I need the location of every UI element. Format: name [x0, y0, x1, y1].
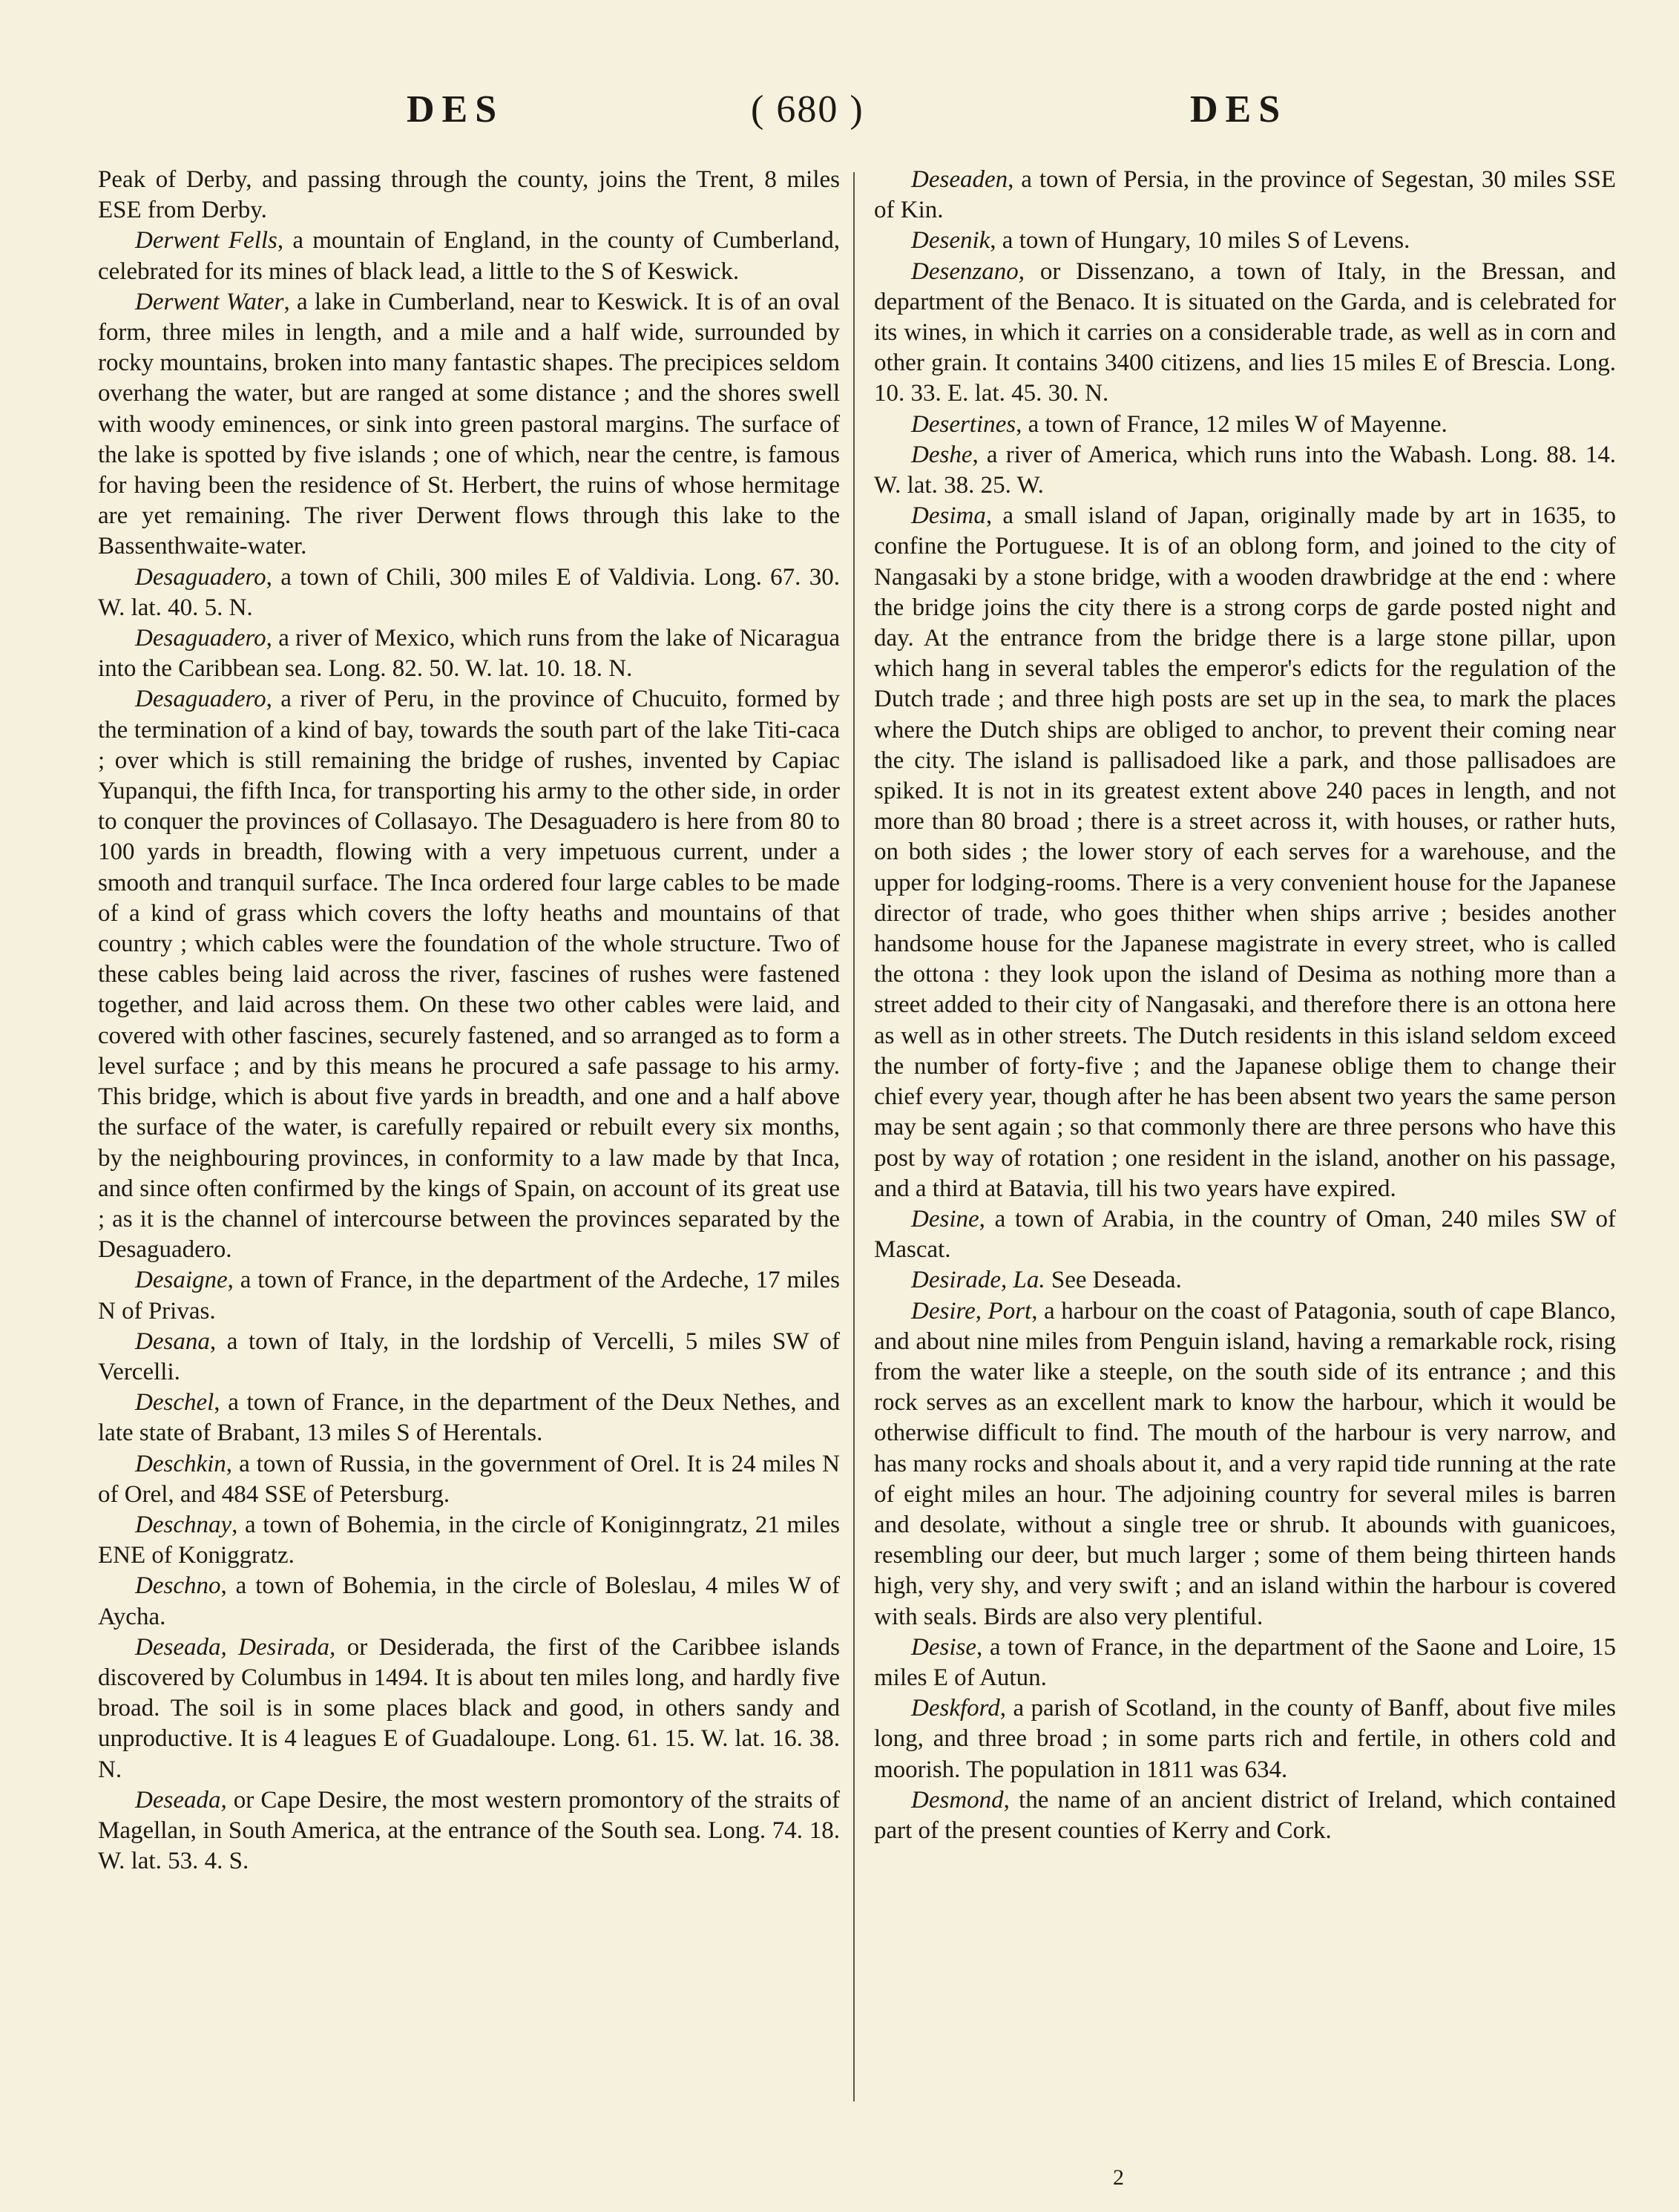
entry-headword: Deschkin: [135, 1450, 226, 1477]
entry-headword: Desire, Port: [911, 1297, 1032, 1325]
entry-headword: Deseada, Desirada,: [135, 1633, 336, 1661]
gazetteer-entry: Desenik, a town of Hungary, 10 miles S of Levens.: [911, 227, 1410, 255]
entry-headword: Derwent Water: [135, 288, 284, 315]
entry-headword: Deschel: [135, 1389, 214, 1417]
gazetteer-entry: Desima, a small island of Japan, originally made by art in 1635, to confine the Portuguese. It is of an oblong form, and joined to the city of Nangasaki by a stone bridge, with a wooden drawbridge at the end : where the bridge joins the city there is a strong corps de garde posted night and day. At the entrance from the bridge there is a large stone pillar, upon which hang in several tables the emperor's edicts for the regulation of the Dutch trade ; and three high posts are set up in the sea, to mark the places where the Dutch ships are obliged to anchor, to prevent their coming near the city. The island is pallisadoed like a park, and those pallisadoes are spiked. It is not in its greatest extent above 240 paces in length, and not more than 80 broad ; there is a street across it, with houses, or rather huts, on both sides ; the lower story of each serves for a warehouse, and the upper for lodging-rooms. There is a very convenient house for the Japanese director of trade, who goes thither when ships arrive ; besides another handsome house for the Japanese magistrate in every street, who is called the ottona : they look upon the island of Desima as nothing more than a street added to their city of Nangasaki, and therefore there is an ottona here as well as in other streets. The Dutch residents in this island seldom exceed the number of forty-five ; and the Japanese oblige them to change their chief every year, though after he has been absent two years the same person may be sent again ; so that commonly there are three persons who have this post by way of rotation ; one resident in the island, another on his passage, and a third at Batavia, till his two years have expired.: [874, 502, 1616, 1202]
page-header: [0, 88, 1679, 140]
entry-headword: Deseada,: [135, 1786, 227, 1814]
left-column: [98, 165, 840, 1877]
page-number: ( 680 ): [751, 88, 864, 131]
gazetteer-entry: Deshe, a river of America, which runs into the Wabash. Long. 88. 14. W. lat. 38. 25. W.: [874, 441, 1617, 499]
header-right-keyword: DES: [1190, 88, 1288, 131]
gazetteer-entry: Desaigne, a town of France, in the department of the Ardeche, 17 miles N of Privas.: [98, 1267, 840, 1325]
gazetteer-entry: Deschkin, a town of Russia, in the government of Orel. It is 24 miles N of Orel, and 484 SSE of Petersburg.: [98, 1450, 841, 1508]
entry-headword: Deschno: [135, 1572, 221, 1600]
gazetteer-entry: Desana, a town of Italy, in the lordship of Vercelli, 5 miles SW of Vercelli.: [98, 1327, 840, 1385]
header-left-keyword: DES: [407, 88, 505, 131]
gazetteer-entry: Desine, a town of Arabia, in the country of Oman, 240 miles SW of Mascat.: [874, 1205, 1617, 1264]
gazetteer-entry: Desaguadero, a river of Peru, in the province of Chucuito, formed by the termination of a kind of bay, towards the south part of the lake Titi-caca ; over which is still remaining the bridge of rushes, invented by Capiac Yupanqui, the fifth Inca, for transporting his army to the other side, in order to conquer the provinces of Collasayo. The Desaguadero is here from 80 to 100 yards in breadth, flowing with a very impetuous current, under a smooth and tranquil surface. The Inca ordered four large cables to be made of a kind of grass which covers the lofty heaths and mountains of that country ; which cables were the foundation of the whole structure. Two of these cables being laid across the river, fascines of rushes were fastened together, and laid across them. On these two other cables were laid, and covered with other fascines, securely fastened, and so arranged as to form a level surface ; and by this means he procured a safe passage to his army. This bridge, which is about five yards in breadth, and one and a half above the surface of the water, is carefully repaired or rebuilt every six months, by the neighbouring provinces, in conformity to a law made by that Inca, and since often confirmed by the kings of Spain, on account of its great use ; as it is the channel of intercourse between the provinces separated by the Desaguadero.: [98, 686, 841, 1264]
entry-headword: Desaguadero: [135, 563, 266, 591]
gazetteer-entry: Deskford, a parish of Scotland, in the county of Banff, about five miles long, and three broad ; in some parts rich and fertile, in others cold and moorish. The population in 1811 was 634.: [874, 1695, 1617, 1783]
entry-headword: Derwent Fells: [135, 227, 277, 255]
signature-mark: 2: [1113, 2165, 1124, 2190]
gazetteer-entry: Deschnay, a town of Bohemia, in the circle of Koniginngratz, 21 miles ENE of Koniggratz.: [98, 1511, 840, 1569]
entry-headword: Deshe: [911, 441, 973, 468]
entry-headword: Desertines: [911, 410, 1016, 438]
entry-headword: Desmond: [911, 1786, 1004, 1814]
gazetteer-entry: Deseada, Desirada, or Desiderada, the first of the Caribbee islands discovered by Columbus in 1494. It is about ten miles long, and hardly five broad. The soil is in some places black and good, in others sandy and unproductive. It is 4 leagues E of Guadaloupe. Long. 61. 15. W. lat. 16. 38. N.: [98, 1633, 840, 1783]
entry-headword: Desise: [911, 1633, 976, 1661]
gazetteer-entry: Desire, Port, a harbour on the coast of Patagonia, south of cape Blanco, and about nine miles from Penguin island, having a remarkable rock, rising from the water like a steeple, on the south side of its entrance ; and this rock serves as an excellent mark to know the harbour, which it would be otherwise difficult to find. The mouth of the harbour is very narrow, and has many rocks and shoals about it, and a very rapid tide running at the rate of eight miles an hour. The adjoining country for several miles is barren and desolate, without a single tree or shrub. It abounds with guanicoes, resembling our deer, but much larger ; some of them being thirteen hands high, very shy, and very swift ; and an island within the harbour is covered with seals. Birds are also very plentiful.: [874, 1297, 1616, 1630]
gazetteer-entry: Desertines, a town of France, 12 miles W of Mayenne.: [911, 410, 1448, 438]
gazetteer-entry: Desirade, La. See Deseada.: [911, 1267, 1182, 1294]
gazetteer-entry: Deseaden, a town of Persia, in the province of Segestan, 30 miles SSE of Kin.: [874, 166, 1617, 224]
entry-headword: Desenzano,: [911, 257, 1025, 285]
gazetteer-entry: Desise, a town of France, in the department of the Saone and Loire, 15 miles E of Autun.: [874, 1633, 1617, 1691]
entry-headword: Desaguadero: [135, 686, 266, 713]
entry-headword: Desine: [911, 1205, 979, 1233]
entry-headword: Desaigne: [135, 1267, 228, 1294]
entry-headword: Deskford: [911, 1695, 1000, 1722]
entry-headword: Deschnay: [135, 1511, 232, 1538]
gazetteer-entry: Derwent Water, a lake in Cumberland, near to Keswick. It is of an oval form, three miles in length, and a mile and a half wide, surrounded by rocky mountains, broken into many fantastic shapes. The precipices seldom overhang the water, but are ranged at some distance ; and the shores swell with woody eminences, or sink into green pastoral margins. The surface of the lake is spotted by five islands ; one of which, near the centre, is famous for having been the residence of St. Herbert, the ruins of whose hermitage are yet remaining. The river Derwent flows through this lake to the Bassenthwaite-water.: [98, 288, 840, 560]
entry-headword: Desima: [911, 502, 986, 530]
right-column: [874, 165, 1616, 1846]
gazetteer-entry: Desaguadero, a river of Mexico, which runs from the lake of Nicaragua into the Caribbean sea. Long. 82. 50. W. lat. 10. 18. N.: [98, 625, 840, 683]
entry-headword: Deseaden: [911, 166, 1008, 193]
gazetteer-entry: Peak of Derby, and passing through the county, joins the Trent, 8 miles ESE from Derby.: [98, 166, 840, 224]
entry-headword: Desana: [135, 1327, 210, 1355]
entry-headword: Desirade, La.: [911, 1267, 1045, 1294]
gazetteer-entry: Desmond, the name of an ancient district of Ireland, which contained part of the present counties of Kerry and Cork.: [874, 1786, 1617, 1844]
entry-headword: Desenik: [911, 227, 990, 255]
column-divider: [853, 172, 855, 2101]
gazetteer-entry: Deschno, a town of Bohemia, in the circle of Boleslau, 4 miles W of Aycha.: [98, 1572, 840, 1630]
gazetteer-entry: Desenzano, or Dissenzano, a town of Italy, in the Bressan, and department of the Benaco. It is situated on the Garda, and is celebrated for its wines, in which it carries on a considerable trade, as well as in corn and other grain. It contains 3400 citizens, and lies 15 miles E of Brescia. Long. 10. 33. E. lat. 45. 30. N.: [874, 257, 1616, 407]
gazetteer-entry: Deschel, a town of France, in the department of the Deux Nethes, and late state of Brabant, 13 miles S of Herentals.: [98, 1389, 841, 1447]
gazetteer-entry: Derwent Fells, a mountain of England, in the county of Cumberland, celebrated for its mines of black lead, a little to the S of Keswick.: [98, 227, 840, 285]
entry-headword: Desaguadero: [135, 625, 266, 652]
gazetteer-entry: Deseada, or Cape Desire, the most western promontory of the straits of Magellan, in South America, at the entrance of the South sea. Long. 74. 18. W. lat. 53. 4. S.: [98, 1786, 840, 1875]
gazetteer-entry: Desaguadero, a town of Chili, 300 miles E of Valdivia. Long. 67. 30. W. lat. 40. 5. N.: [98, 563, 840, 621]
